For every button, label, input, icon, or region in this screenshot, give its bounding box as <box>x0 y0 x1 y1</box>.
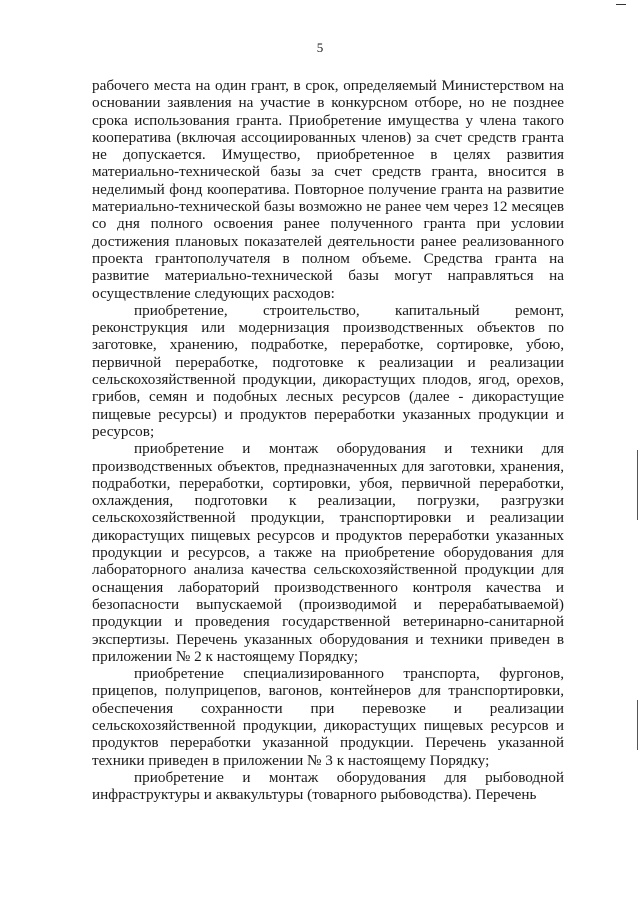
scan-edge-mark <box>637 450 638 520</box>
scan-edge-mark <box>616 4 626 5</box>
scan-edge-mark <box>637 700 638 750</box>
paragraph-continuation: рабочего места на один грант, в срок, определяемый Министерством на основании заявления на участие в конкурсном отборе, но не позднее срока использования гранта. Приобретение имущества у члена такого кооператива (включая ассоциированных членов) за счет средств гранта не допускается. Имущество, приобретенное в целях развития материально-технической базы за счет средств гранта, вносится в неделимый фонд кооператива. Повторное получение гранта на развитие материально-технической базы возможно не ранее чем через 12 месяцев со дня полного освоения ранее полученного гранта при условии достижения плановых показателей деятельности ранее реализованного проекта грантополучателя в полном объеме. Средства гранта на развитие материально-технической базы могут направляться на осуществление следующих расходов: <box>92 77 564 302</box>
paragraph-expense-objects: приобретение, строительство, капитальный ремонт, реконструкция или модернизация производственных объектов по заготовке, хранению, подработке, переработке, сортировке, убою, первичной переработке, подготовке к реализации и реализации сельскохозяйственной продукции, дикорастущих плодов, ягод, орехов, грибов, семян и подобных лесных ресурсов (далее - дикорастущие пищевые ресурсы) и продуктов переработки указанных продукции и ресурсов; <box>92 301 564 440</box>
page-number: 5 <box>316 40 324 55</box>
paragraph-expense-fish-farming: приобретение и монтаж оборудования для рыбоводной инфраструктуры и аквакультуры (товарного рыбоводства). Перечень <box>92 768 564 804</box>
paragraph-expense-equipment: приобретение и монтаж оборудования и техники для производственных объектов, предназначенных для заготовки, хранения, подработки, переработки, сортировки, убоя, первичной переработки, охлаждения, подготовки к реализации, погрузки, разгрузки сельскохозяйственной продукции, транспортировки и реализации дикорастущих пищевых ресурсов и продуктов переработки указанных продукции и ресурсов, а также на приобретение оборудования для лабораторного анализа качества сельскохозяйственной продукции для оснащения лабораторий производственного контроля качества и безопасности выпускаемой (производимой и перерабатываемой) продукции и проведения государственной ветеринарно-санитарной экспертизы. Перечень указанных оборудования и техники приведен в приложении № 2 к настоящему Порядку; <box>92 440 564 665</box>
paragraph-expense-transport: приобретение специализированного транспорта, фургонов, прицепов, полуприцепов, вагонов, контейнеров для транспортировки, обеспечения сохранности при перевозке и реализации сельскохозяйственной продукции, дикорастущих пищевых ресурсов и продуктов переработки указанной продукции. Перечень указанной техники приведен в приложении № 3 к настоящему Порядку; <box>92 665 564 769</box>
document-body <box>92 77 564 803</box>
